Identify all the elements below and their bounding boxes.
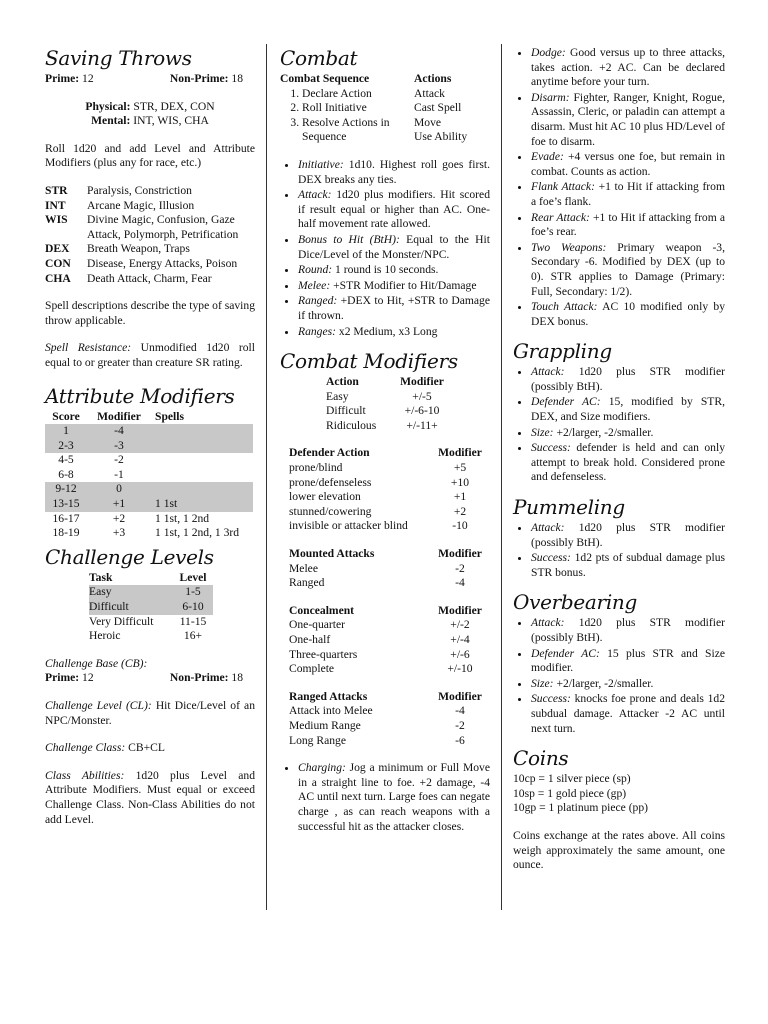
name-cell: prone/defenseless xyxy=(289,475,372,489)
mod-cell: +2 xyxy=(112,511,126,525)
mod-cell: +2 xyxy=(453,504,467,518)
sequence-header: Combat Sequence xyxy=(280,72,370,85)
spells-cell: 1 1st xyxy=(151,497,253,512)
table-row xyxy=(289,618,490,633)
mod-cell: -4 xyxy=(455,576,465,590)
action-cell: Easy xyxy=(326,389,349,403)
bullet-text: 15 plus STR and Size modifier. xyxy=(531,646,725,675)
list-item xyxy=(298,188,490,232)
sequence-item: 2. Roll Initiative xyxy=(302,101,414,116)
cl-text: Hit Dice/Level of an NPC/Monster. xyxy=(45,699,255,727)
spell-desc-text: Spell descriptions describe the type of saving throw applicable. xyxy=(45,299,255,327)
bullet-label: Success: xyxy=(531,692,571,706)
score-cell: 18-19 xyxy=(52,526,80,540)
table-row xyxy=(45,242,255,257)
level-cell: 16+ xyxy=(183,629,203,643)
score-header: Score xyxy=(52,409,80,423)
table-header xyxy=(326,375,450,390)
table-header xyxy=(89,571,213,586)
spells-cell xyxy=(151,453,253,468)
desc-cell: Disease, Energy Attacks, Poison xyxy=(87,256,238,270)
cb-prime-row xyxy=(45,671,255,686)
level-cell: 1-5 xyxy=(173,585,213,600)
bullet-text: 1d20 plus modifiers. Hit scored if result equal or higher than AC. One-half movement rate allowed. xyxy=(298,188,490,231)
challenge-class-text xyxy=(45,741,255,756)
combat-bullets xyxy=(280,158,490,339)
bullet-text: 15, modified by STR, DEX, and Size modifiers. xyxy=(531,395,725,424)
bullet-text: Jog a minimum or Full Move in a straight line to foe. +2 damage, -4 AC until next turn. Large foes can negate charge , as can reach weapons with a successful hit as the attacker closes. xyxy=(298,761,490,833)
attribute-modifiers-heading: Attribute Modifiers xyxy=(45,383,235,408)
table-row xyxy=(45,439,253,454)
table-header xyxy=(289,690,490,705)
name-cell: Melee xyxy=(289,561,318,575)
bullet-text: knocks foe prone and deals 1d2 subdual damage. Attacker -2 AC until next turn. xyxy=(531,692,725,735)
table-row xyxy=(45,184,255,199)
bullet-text: 1d2 pts of subdual damage plus STR bonus. xyxy=(531,551,726,579)
bullet-label: Initiative: xyxy=(298,157,344,171)
table-row xyxy=(45,257,255,272)
physical-line xyxy=(45,100,255,115)
action-header: Action xyxy=(326,375,359,389)
table-row xyxy=(89,585,213,600)
sr-text: Unmodified 1d20 roll equal to or greater than creature SR rating. xyxy=(45,341,255,369)
list-item xyxy=(531,241,725,299)
table-row xyxy=(89,615,213,630)
mod-cell: -4 xyxy=(455,704,465,718)
combat-heading: Combat xyxy=(280,46,358,70)
bullet-label: Ranges: xyxy=(298,324,336,338)
bullet-text: 1d20 plus STR modifier (possibly BtH). xyxy=(531,616,725,644)
bullet-label: Rear Attack: xyxy=(531,210,590,224)
table-row xyxy=(289,704,490,719)
grappling-bullets xyxy=(513,365,725,485)
table-row xyxy=(45,272,255,287)
bullet-label: Defender AC: xyxy=(531,646,600,660)
table-row xyxy=(89,600,213,615)
combat-sequence xyxy=(280,72,490,145)
score-cell: 13-15 xyxy=(45,497,87,512)
saving-prime-row xyxy=(45,72,255,87)
bullet-label: Round: xyxy=(298,263,333,277)
defender-action-table xyxy=(289,446,490,534)
level-cell: 11-15 xyxy=(179,614,207,628)
class-abilities-text xyxy=(45,769,255,827)
overbearing-heading: Overbearing xyxy=(513,590,637,615)
list-item xyxy=(531,395,725,424)
name-cell: One-quarter xyxy=(289,618,346,632)
coin-rate: 10gp = 1 platinum piece (pp) xyxy=(513,801,649,815)
mental-line xyxy=(45,114,255,129)
action-item: Move xyxy=(414,115,442,129)
attr-cell: INT xyxy=(45,198,66,212)
list-item xyxy=(531,46,725,90)
challenge-levels-heading: Challenge Levels xyxy=(45,544,214,569)
bullet-text: +2/larger, -2/smaller. xyxy=(556,676,654,690)
table-row xyxy=(289,576,490,591)
table-row xyxy=(289,476,490,491)
table-row xyxy=(289,519,490,534)
modifier-header: Modifier xyxy=(438,603,482,617)
score-cell: 4-5 xyxy=(58,453,74,467)
cc-text: CB+CL xyxy=(128,741,165,755)
name-cell: Medium Range xyxy=(289,718,361,732)
task-header: Task xyxy=(89,570,113,584)
list-item xyxy=(531,647,725,676)
bullet-label: Size: xyxy=(531,425,554,439)
spells-header: Spells xyxy=(155,409,184,423)
name-cell: Ranged xyxy=(289,576,325,590)
task-cell: Heroic xyxy=(89,629,121,643)
bullet-label: Size: xyxy=(531,676,554,690)
mod-cell: +/-11+ xyxy=(406,418,438,432)
bullet-label: Dodge: xyxy=(531,46,566,59)
mod-cell: +/-10 xyxy=(447,662,473,676)
score-cell: 16-17 xyxy=(52,511,80,525)
bullet-label: Defender AC: xyxy=(531,395,601,409)
list-item xyxy=(531,211,725,240)
action-item: Use Ability xyxy=(414,130,468,144)
table-row xyxy=(289,719,490,734)
nonprime-label: Non-Prime: xyxy=(169,671,229,685)
column-divider xyxy=(266,44,267,910)
level-header: Level xyxy=(179,570,207,584)
spells-cell xyxy=(151,468,253,483)
challenge-base-label: Challenge Base (CB): xyxy=(45,656,148,670)
mod-cell: +3 xyxy=(112,526,126,540)
mod-cell: +5 xyxy=(453,461,467,475)
bullet-text: Equal to the Hit Dice/Level of the Monster/NPC. xyxy=(298,232,490,261)
name-cell: Complete xyxy=(289,662,335,676)
overbearing-bullets xyxy=(513,616,725,736)
coins-heading: Coins xyxy=(513,746,569,771)
prime-label: Prime: xyxy=(45,72,80,85)
mod-cell: +10 xyxy=(450,475,470,489)
name-cell: prone/blind xyxy=(289,461,343,475)
table-row xyxy=(326,419,450,434)
modifier-tables xyxy=(280,446,490,748)
concealment-table xyxy=(289,604,490,677)
table-row xyxy=(289,490,490,505)
bullet-label: Success: xyxy=(531,551,571,565)
spell-resistance-text xyxy=(45,341,255,370)
mod-cell: +/-2 xyxy=(450,618,470,632)
spells-cell: 1 1st, 1 2nd, 1 3rd xyxy=(155,526,240,540)
table-row xyxy=(45,497,253,512)
desc-cell: Arcane Magic, Illusion xyxy=(87,198,195,212)
bullet-label: Ranged: xyxy=(298,294,338,308)
coins-note: Coins exchange at the rates above. All coins weigh approximately the same amount, one ounce. xyxy=(513,828,725,872)
desc-cell: Breath Weapon, Traps xyxy=(87,242,190,256)
list-item xyxy=(531,521,725,550)
bullet-label: Bonus to Hit (BtH): xyxy=(298,232,400,246)
list-item xyxy=(298,233,490,262)
actions-list xyxy=(414,72,467,145)
bullet-text: Fighter, Ranger, Knight, Rogue, Assassin, Cleric, or paladin can attempt a disarm. Must hit AC 10 plus HD/Level of foe to disarm. xyxy=(531,90,725,148)
mod-cell: -3 xyxy=(87,439,151,454)
actions-header: Actions xyxy=(414,72,452,85)
modifier-header: Modifier xyxy=(97,409,141,423)
pummeling-heading: Pummeling xyxy=(513,495,625,520)
list-item xyxy=(298,279,490,294)
bullet-text: 1d10. Highest roll goes first. DEX breaks any ties. xyxy=(298,157,490,186)
attr-cell: CON xyxy=(45,256,71,270)
nonprime-label: Non-Prime: xyxy=(169,72,229,85)
modifier-header: Modifier xyxy=(438,689,482,703)
list-item xyxy=(531,441,725,485)
column-3 xyxy=(513,46,725,886)
task-cell: Easy xyxy=(89,585,173,600)
ranged-attacks-table xyxy=(289,690,490,748)
sr-label: Spell Resistance: xyxy=(45,341,132,355)
saving-throws-heading: Saving Throws xyxy=(45,46,192,70)
bullet-label: Attack: xyxy=(531,365,565,379)
mod-cell: +/-4 xyxy=(450,633,470,646)
spells-cell xyxy=(151,424,253,439)
name-cell: lower elevation xyxy=(289,490,361,504)
bullet-text: +STR Modifier to Hit/Damage xyxy=(333,278,477,292)
mod-cell: +/-6 xyxy=(450,647,470,661)
list-item xyxy=(531,551,725,580)
bullet-text: Primary weapon -3, Secondary -6. Modified by DEX (up to 0). STR applies to Damage (Primary: Full, Secondary: 1/2). xyxy=(531,240,725,298)
desc-cell: Divine Magic, Confusion, Gaze Attack, Polymorph, Petrification xyxy=(87,213,239,241)
bullet-label: Touch Attack: xyxy=(531,300,598,314)
bullet-text: +DEX to Hit, +STR to Damage if thrown. xyxy=(298,294,490,322)
table-title: Ranged Attacks xyxy=(289,689,368,703)
spells-cell: 1 1st, 1 2nd xyxy=(155,511,210,525)
bullet-text: AC 10 modified only by DEX bonus. xyxy=(531,300,725,328)
table-row xyxy=(45,213,255,242)
table-row xyxy=(45,468,253,483)
mod-cell: +1 xyxy=(453,490,467,504)
desc-cell: Paralysis, Constriction xyxy=(87,183,192,197)
action-cell: Ridiculous xyxy=(326,418,377,432)
mod-cell: -6 xyxy=(455,733,465,747)
bullet-text: +1 to Hit if attacking from a foe’s flank. xyxy=(531,180,725,208)
list-item xyxy=(531,150,725,179)
bullet-label: Success: xyxy=(531,441,571,455)
attr-cell: CHA xyxy=(45,271,71,285)
table-header xyxy=(45,410,253,425)
name-cell: stunned/cowering xyxy=(289,504,372,518)
physical-value: STR, DEX, CON xyxy=(133,99,215,113)
bullet-label: Melee: xyxy=(298,278,331,292)
action-cell: Difficult xyxy=(326,404,366,418)
nonprime-value: 18 xyxy=(231,72,243,85)
charging-bullet xyxy=(280,761,490,834)
mod-cell: -1 xyxy=(114,467,124,481)
cl-label: Challenge Level (CL): xyxy=(45,699,152,712)
mod-cell: -2 xyxy=(455,718,465,732)
task-cell: Very Difficult xyxy=(89,614,154,628)
coin-rate: 10sp = 1 gold piece (gp) xyxy=(513,786,627,800)
name-cell: invisible or attacker blind xyxy=(289,519,408,533)
action-item: Attack xyxy=(414,86,445,100)
physical-label: Physical: xyxy=(85,99,131,113)
score-cell: 6-8 xyxy=(58,467,74,481)
list-item xyxy=(298,325,490,340)
saving-intro: Roll 1d20 and add Level and Attribute Modifiers (plus any for race, etc.) xyxy=(45,141,255,170)
table-header xyxy=(289,547,490,562)
table-header xyxy=(289,604,490,619)
spells-cell xyxy=(151,482,253,497)
bullet-label: Two Weapons: xyxy=(531,240,607,254)
modifier-header: Modifier xyxy=(438,446,482,460)
list-item xyxy=(531,616,725,645)
prime-label: Prime: xyxy=(45,671,80,685)
pummeling-bullets xyxy=(513,521,725,580)
bullet-text: 1 round is 10 seconds. xyxy=(335,263,439,277)
bullet-text: 1d20 plus STR modifier (possibly BtH). xyxy=(531,521,725,549)
desc-cell: Death Attack, Charm, Fear xyxy=(87,271,212,285)
bullet-label: Disarm: xyxy=(531,90,570,104)
list-item xyxy=(531,365,725,394)
mod-cell: -10 xyxy=(452,519,468,533)
table-row xyxy=(326,390,450,405)
table-row xyxy=(45,482,253,497)
mental-value: INT, WIS, CHA xyxy=(133,114,209,128)
column-1 xyxy=(45,42,255,840)
table-row xyxy=(45,424,253,439)
bullet-text: +1 to Hit if attacking from a foe’s rear. xyxy=(531,210,725,239)
attribute-modifiers-table xyxy=(45,410,253,541)
list-item xyxy=(298,761,490,834)
column-2 xyxy=(280,42,490,844)
grappling-heading: Grappling xyxy=(513,339,612,364)
bullet-label: Attack: xyxy=(531,521,565,535)
table-row xyxy=(289,662,490,677)
name-cell: One-half xyxy=(289,633,331,646)
bullet-text: +4 versus one foe, but remain in combat. Counts as action. xyxy=(531,150,725,178)
name-cell: Attack into Melee xyxy=(289,704,373,718)
challenge-levels-table xyxy=(89,571,213,644)
bullet-label: Flank Attack: xyxy=(531,180,595,194)
list-item xyxy=(531,180,725,209)
table-row xyxy=(45,526,253,541)
bullet-label: Attack: xyxy=(531,616,565,630)
task-cell: Difficult xyxy=(89,600,173,615)
mod-cell: +1 xyxy=(87,497,151,512)
prime-value: 12 xyxy=(82,671,94,685)
list-item xyxy=(531,677,725,692)
spells-cell xyxy=(151,439,253,454)
list-item xyxy=(531,91,725,149)
sequence-list xyxy=(280,72,414,145)
coin-rate: 10cp = 1 silver piece (sp) xyxy=(513,772,631,786)
nonprime-value: 18 xyxy=(231,671,243,685)
ca-label: Class Abilities: xyxy=(45,768,125,782)
bullet-text: +2/larger, -2/smaller. xyxy=(556,425,654,439)
table-row xyxy=(45,199,255,214)
table-header xyxy=(289,446,490,461)
action-modifier-table xyxy=(326,375,450,433)
challenge-level-text xyxy=(45,699,255,728)
mental-label: Mental: xyxy=(91,114,131,128)
list-item xyxy=(531,426,725,441)
column-divider xyxy=(501,44,502,910)
bullet-text: 1d20 plus STR modifier (possibly BtH). xyxy=(531,365,725,393)
combat-options-bullets xyxy=(513,46,725,329)
bullet-label: Attack: xyxy=(298,188,332,202)
table-title: Mounted Attacks xyxy=(289,547,375,561)
table-row xyxy=(289,648,490,663)
level-cell: 6-10 xyxy=(173,600,213,615)
list-item xyxy=(531,300,725,329)
sequence-item: 3. Resolve Actions in Sequence xyxy=(302,116,414,145)
attr-cell: WIS xyxy=(45,213,68,227)
table-row xyxy=(289,505,490,520)
bullet-text: defender is held and can only attempt to break hold. Considered prone and defenseless. xyxy=(531,441,725,484)
mod-cell: -2 xyxy=(114,453,124,467)
prime-value: 12 xyxy=(82,72,94,85)
table-row xyxy=(45,512,253,527)
modifier-header: Modifier xyxy=(400,375,444,389)
score-cell: 1 xyxy=(45,424,87,439)
list-item xyxy=(531,692,725,736)
attr-cell: STR xyxy=(45,183,68,197)
bullet-text: Good versus up to three attacks, takes action. +2 AC. Can be declared anytime before your turn. xyxy=(531,46,726,89)
mod-cell: +/-6-10 xyxy=(404,404,440,418)
list-item xyxy=(298,263,490,278)
combat-modifiers-heading: Combat Modifiers xyxy=(280,349,458,374)
table-row xyxy=(89,629,213,644)
table-row xyxy=(289,461,490,476)
score-cell: 2-3 xyxy=(45,439,87,454)
saving-throw-table xyxy=(45,184,255,286)
modifier-header: Modifier xyxy=(438,547,482,561)
cc-label: Challenge Class: xyxy=(45,741,126,755)
table-title: Defender Action xyxy=(289,446,370,460)
mod-cell: 0 xyxy=(87,482,151,497)
sequence-item: 1. Declare Action xyxy=(302,87,414,102)
table-row xyxy=(289,562,490,577)
bullet-text: x2 Medium, x3 Long xyxy=(338,324,438,338)
mounted-attacks-table xyxy=(289,547,490,591)
table-title: Concealment xyxy=(289,603,355,617)
score-cell: 9-12 xyxy=(45,482,87,497)
mod-cell: +/-5 xyxy=(412,389,432,403)
table-row xyxy=(45,453,253,468)
list-item xyxy=(298,294,490,323)
list-item xyxy=(298,158,490,187)
action-item: Cast Spell xyxy=(414,101,462,115)
mod-cell: -4 xyxy=(87,424,151,439)
name-cell: Three-quarters xyxy=(289,647,358,661)
table-row xyxy=(289,734,490,749)
ca-text: 1d20 plus Level and Attribute Modifiers. Must equal or exceed Challenge Class. Non-Class Abilities do not add Level. xyxy=(45,768,256,826)
table-row xyxy=(289,633,490,648)
mod-cell: -2 xyxy=(455,561,465,575)
bullet-label: Evade: xyxy=(531,150,564,164)
table-row xyxy=(326,404,450,419)
bullet-label: Charging: xyxy=(298,761,346,775)
attr-cell: DEX xyxy=(45,242,70,256)
name-cell: Long Range xyxy=(289,733,346,747)
